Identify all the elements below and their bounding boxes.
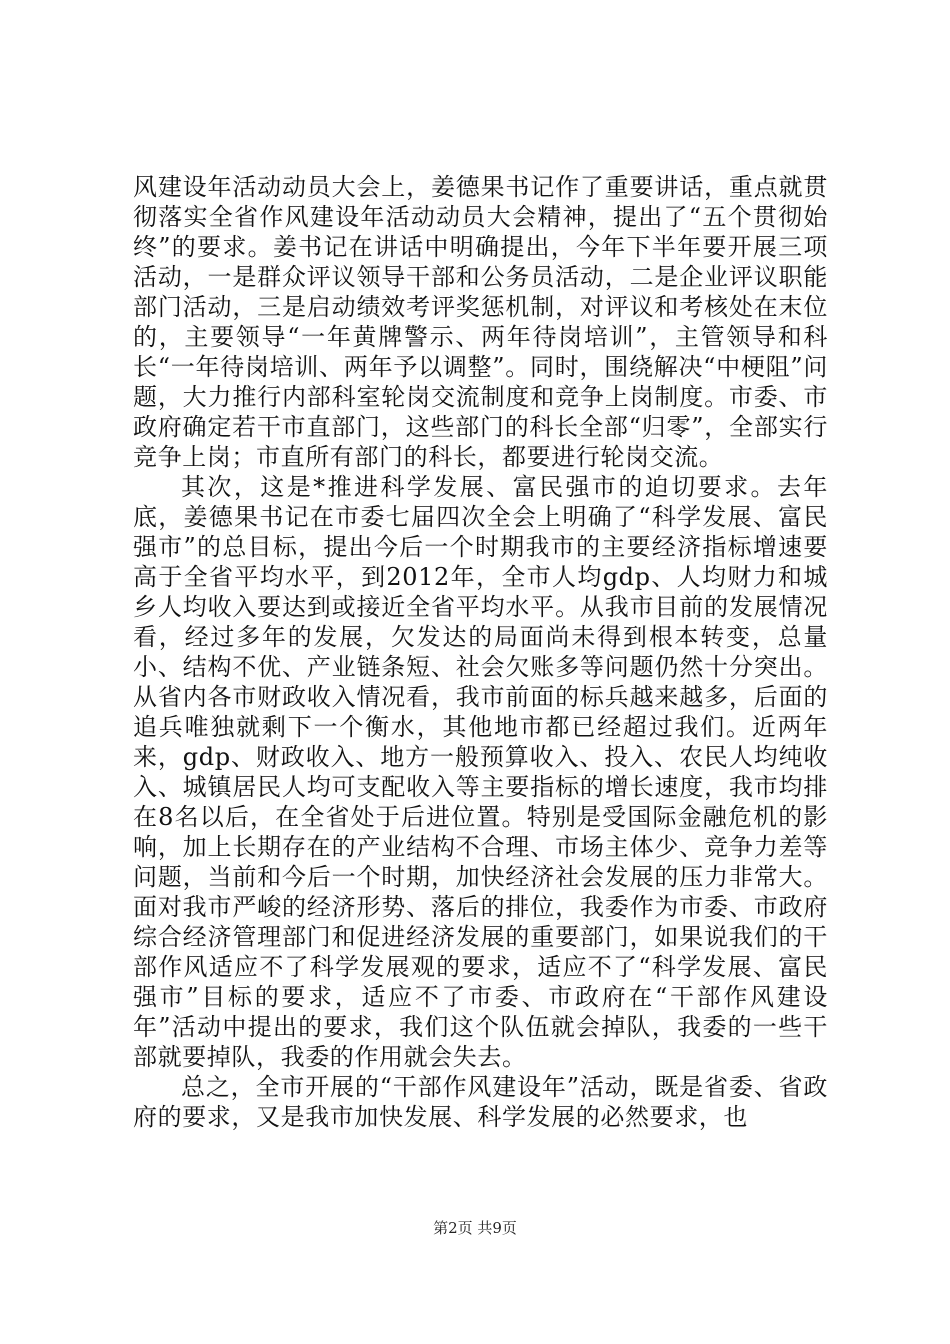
document-body (133, 172, 828, 1132)
paragraph-second-point: 其次，这是*推进科学发展、富民强市的迫切要求。去年底，姜德果书记在市委七届四次全会上明确了“科学发展、富民强市”的总目标，提出今后一个时期我市的主要经济指标增速要高于全省平均水平，到2012年，全市人均gdp、人均财力和城乡人均收入要达到或接近全省平均水平。从我市目前的发展情况看，经过多年的发展，欠发达的局面尚未得到根本转变，总量小、结构不优、产业链条短、社会欠账多等问题仍然十分突出。从省内各市财政收入情况看，我市前面的标兵越来越多，后面的追兵唯独就剩下一个衡水，其他地市都已经超过我们。近两年来，gdp、财政收入、地方一般预算收入、投入、农民人均纯收入、城镇居民人均可支配收入等主要指标的增长速度，我市均排在8名以后，在全省处于后进位置。特别是受国际金融危机的影响，加上长期存在的产业结构不合理、市场主体少、竞争力差等问题，当前和今后一个时期，加快经济社会发展的压力非常大。面对我市严峻的经济形势、落后的排位，我委作为市委、市政府综合经济管理部门和促进经济发展的重要部门，如果说我们的干部作风适应不了科学发展观的要求，适应不了“科学发展、富民强市”目标的要求，适应不了市委、市政府在“干部作风建设年”活动中提出的要求，我们这个队伍就会掉队，我委的一些干部就要掉队，我委的作用就会失去。 (133, 473, 828, 1071)
paragraph-continuation: 风建设年活动动员大会上，姜德果书记作了重要讲话，重点就贯彻落实全省作风建设年活动动员大会精神，提出了“五个贯彻始终”的要求。姜书记在讲话中明确提出，今年下半年要开展三项活动，一是群众评议领导干部和公务员活动，二是企业评议职能部门活动，三是启动绩效考评奖惩机制，对评议和考核处在末位的，主要领导“一年黄牌警示、两年待岗培训”，主管领导和科长“一年待岗培训、两年予以调整”。同时，围绕解决“中梗阻”问题，大力推行内部科室轮岗交流制度和竞争上岗制度。市委、市政府确定若干市直部门，这些部门的科长全部“归零”，全部实行竞争上岗；市直所有部门的科长，都要进行轮岗交流。 (133, 173, 828, 471)
page-footer (0, 1218, 950, 1238)
page-number: 第2页 共9页 (433, 1219, 517, 1237)
paragraph-conclusion: 总之，全市开展的“干部作风建设年”活动，既是省委、省政府的要求，又是我市加快发展、科学发展的必然要求，也 (133, 1073, 828, 1131)
